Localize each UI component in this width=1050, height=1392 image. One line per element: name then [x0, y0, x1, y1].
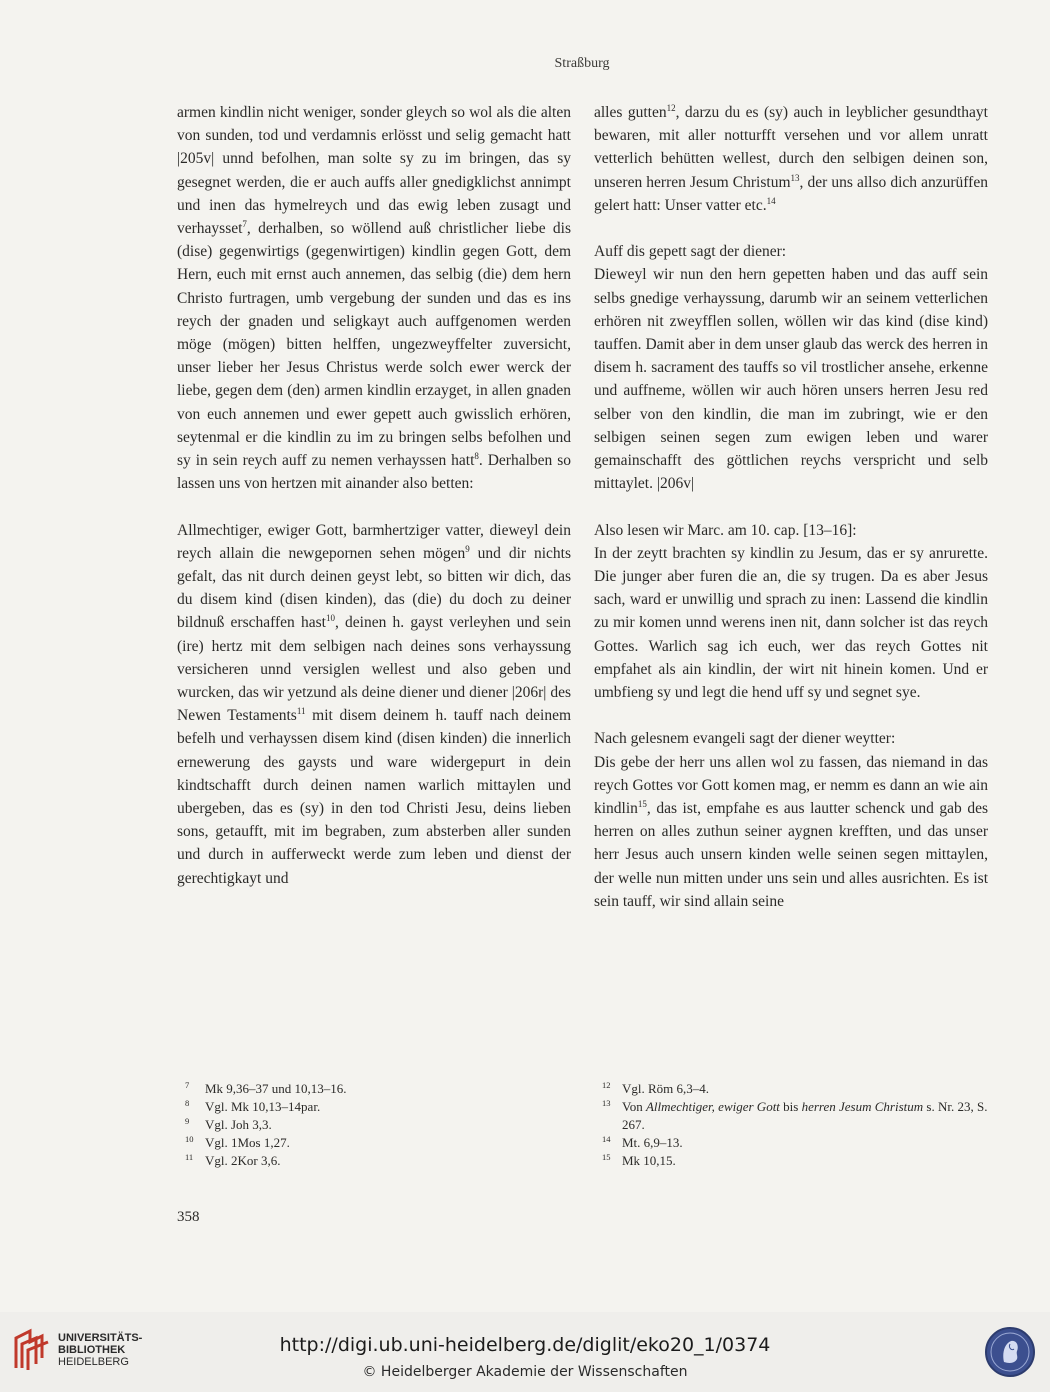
- footnote-13: 13 Von Allmechtiger, ewiger Gott bis herren Jesum Christum s. Nr. 23, S. 267.: [602, 1098, 988, 1132]
- right-paragraph-4: Dis gebe der herr uns allen wol zu fassen, das niemand in das reych Gottes vor Gott komen mag, er nemm es dann an wie ain kindlin$^{15}$, das ist, empfahe es aus lautter schenck und gab des herren on alles zuthun seiner aygnen krefften, und das unser herr Jesus auch unsern kinden welle seinen segen mittaylen, der welle nun mitten under uns sein und alles ausrichten. Es ist sein tauff, wir sind allain seine: [594, 753, 988, 910]
- footnote-ref-9[interactable]: 9: [465, 543, 470, 554]
- right-paragraph-1: alles gutten$^{12}$, darzu du es (sy) auch in leyblicher gesundthayt bewaren, mit aller notturfft versehen und vor allem unratt vetterlich behütten wellest, durch den selbigen deinen son, unseren herren Jesum Christum$^{13}$, der uns allso dich anzurüffen gelert hatt: Unser vatter etc.$^{14}$: [594, 102, 988, 214]
- footnote-ref-13[interactable]: 13: [790, 172, 800, 183]
- footnotes-left: [185, 1080, 565, 1170]
- library-name: UNIVERSITÄTS- BIBLIOTHEK HEIDELBERG: [58, 1332, 143, 1368]
- footnote-14: 14 Mt. 6,9–13.: [602, 1134, 683, 1150]
- copyright-notice: © Heidelberger Akademie der Wissenschaften: [362, 1364, 688, 1380]
- right-heading-2: Auff dis gepett sagt der diener:: [594, 243, 787, 261]
- right-paragraph-2: Dieweyl wir nun den hern gepetten haben und das auff sein selbs gnedige verhayssung, darumb wir an seinem vetterlichen erhören nit zweyfflen sollen, wöllen wir das kind (dise kind) tauffen. Damit aber in dem unser glaub das werck des herren in disem h. sacrament des tauffs so vil trostlicher ansehe, erkenne und auffneme, wöllen wir auch hören unsers herren Jesu red selber von den kindlin, die man im zubringt, wie er den selbigen seinen segen zum ewigen leben und warer gemainschafft des göttlichen reychs verspricht und selb mittaylet. |206v|: [594, 266, 988, 493]
- left-column: [177, 101, 571, 890]
- footnote-8: 8 Vgl. Mk 10,13–14par.: [185, 1098, 321, 1114]
- footnote-7: 7 Mk 9,36–37 und 10,13–16.: [185, 1080, 347, 1096]
- footnote-11: 11 Vgl. 2Kor 3,6.: [185, 1152, 281, 1168]
- footnote-15: 15 Mk 10,15.: [602, 1152, 676, 1168]
- footnote-ref-7[interactable]: 7: [242, 218, 247, 229]
- right-heading-3: Also lesen wir Marc. am 10. cap. [13–16]:: [594, 521, 857, 539]
- right-heading-4: Nach gelesnem evangeli sagt der diener weytter:: [594, 730, 896, 748]
- running-head: Straßburg: [554, 56, 610, 71]
- left-paragraph-2: Allmechtiger, ewiger Gott, barmhertziger vatter, dieweyl dein reych allain die newgepornen sehen mögen$^9$ und dir nichts gefalt, das nit durch deinen geyst lebt, so bitten wir dich, das du disem kind (disen kinden), das (die) du doch zu deiner bildnuß erschaffen hast$^{10}$, deinen h. gayst verleyhen und sein (ire) hertz mit dem selbigen nach deines sons verhayssung versicheren unnd versiglen wellest und also geben und wurcken, das wir yetzund als deine diener und diener |206r| des Newen Testaments$^{11}$ mit disem deinem h. tauff nach deinem befelh und verhayssen disem kind (disen kinden) die innerlich ernewerung des gaysts und ware widergepurt in dein kindtschafft durch deinen namen warlich mittaylen und ubergeben, das es (sy) in den tod Christi Jesu, deins lieben sons, getaufft, mit im begraben, zum absterben aller sunden und durch in aufferweckt werde zum leben und dienst der gerechtigkayt und: [177, 521, 572, 887]
- footnote-9: 9 Vgl. Joh 3,3.: [185, 1116, 272, 1132]
- footnote-ref-12[interactable]: 12: [666, 102, 676, 113]
- footer-bar: [0, 1312, 1050, 1392]
- right-column: [594, 101, 988, 913]
- footnote-10: 10 Vgl. 1Mos 1,27.: [185, 1134, 290, 1150]
- footnote-12: 12 Vgl. Röm 6,3–4.: [602, 1080, 710, 1096]
- footnote-ref-10[interactable]: 10: [325, 613, 335, 624]
- left-paragraph-1: armen kindlin nicht weniger, sonder gleych so wol als die alten von sunden, tod und verdamnis erlösst und selig gemacht hatt |205v| unnd befolhen, man solte sy zu im bringen, das sy gesegnet werden, die er auch auffs aller gnedigklichst annimpt und inen das hymelreych und das ewig leben zusagt und verhaysset$^7$, derhalben, so wöllend auß christlicher liebe dis (dise) gegenwirtigs (gegenwirtigen) kindlin gegen Gott, dem Hern, euch mit ernst auch annemen, das selbig (die) dem hern Christo furtragen, umb vergebung der sunden und das es ins reych der gnaden und seligkayt auch auffgenomen werden möge (mögen) bitten helffen, ungezweyffelter zuversicht, unser lieber her Jesus Christus werde solch ewer werck der liebe, gegen dem (den) armen kindlin erzayget, in allen gnaden von euch annemen und ewer gepett auch gwisslich erhören, seytenmal er die kindlin zu im zu bringen selbs befolhen und sy in sein reych auff zu nemen verhayssen hatt$^8$. Derhalben so lassen uns von hertzen mit ainander also betten:: [177, 104, 571, 493]
- footnote-ref-14[interactable]: 14: [766, 195, 776, 206]
- footnotes-right: [602, 1080, 992, 1170]
- footnote-ref-8[interactable]: 8: [474, 450, 479, 461]
- permalink-url[interactable]: http://digi.ub.uni-heidelberg.de/diglit/eko20_1/0374: [279, 1334, 771, 1356]
- right-paragraph-3: In der zeytt brachten sy kindlin zu Jesum, das er sy anrurette. Die junger aber furen die an, die sy trugen. Da es aber Jesus sach, ward er unwillig und sprach zu inen: Lassend die kindlin zu mir komen unnd werens inen nit, dann solcher ist das reych Gottes. Warlich sag ich euch, wer das reych Gottes nit empfahet als ain kindlin, der wirt nit hinein komen. Und er umbfieng sy und legt die hend uff sy und segnet sye.: [594, 544, 988, 702]
- footnote-ref-15[interactable]: 15: [637, 798, 647, 809]
- academy-seal-icon: [984, 1326, 1036, 1378]
- page-number: 358: [177, 1209, 200, 1225]
- footnote-ref-11[interactable]: 11: [296, 706, 306, 717]
